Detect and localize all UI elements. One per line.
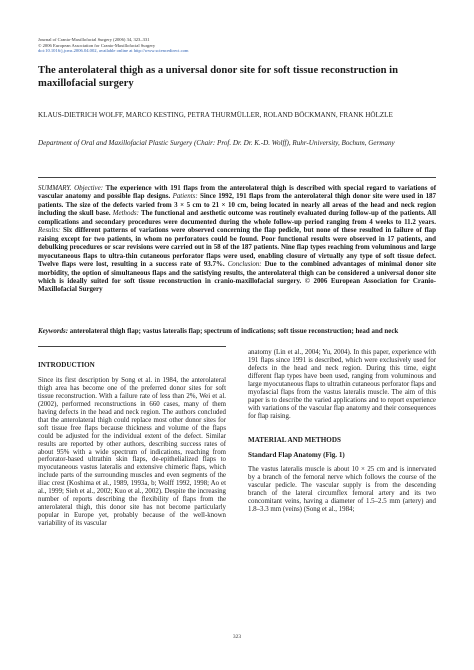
abstract bbox=[38, 184, 436, 294]
doi-link[interactable]: doi:10.1016/j.jcms.2006.04.002, available online at http://www.sciencedirect.com bbox=[38, 48, 189, 54]
page-number: 323 bbox=[232, 634, 242, 640]
abstract-top-rule bbox=[38, 177, 436, 178]
summary-label: SUMMARY. bbox=[38, 184, 72, 192]
article-title: The anterolateral thigh as a universal donor site for soft tissue reconstruction in maxillofacial surgery bbox=[38, 65, 398, 89]
keywords-text: anterolateral thigh flap; vastus lateralis flap; spectrum of indications; soft tissue reconstruction; head and neck bbox=[69, 327, 399, 335]
journal-citation: Journal of Cranio-Maxillofacial Surgery (2006) 34, 323–331 bbox=[38, 37, 150, 42]
affiliation: Department of Oral and Maxillofacial Plastic Surgery (Chair: Prof. Dr. Dr. K.-D. Wolff), Ruhr-University, Bochum, Germany bbox=[38, 139, 395, 147]
abstract-bottom-rule bbox=[38, 346, 226, 347]
left-column bbox=[38, 362, 226, 528]
right-column bbox=[248, 349, 436, 514]
subsection-text: The vastus lateralis muscle is about 10 × 25 cm and is innervated by a branch of the femoral nerve which follows the course of the vascular pedicle. The vascular supply is from the descending branch of the lateral circumflex femoral artery and its two concomitant veins, having a diameter of 1.5–2.5 mm (artery) and 1.8–3.3 mm (veins) (Song et al., 1984; bbox=[248, 466, 436, 514]
author-list: KLAUS-DIETRICH WOLFF, MARCO KESTING, PETRA THURMÜLLER, ROLAND BÖCKMANN, FRANK HÖLZLE bbox=[38, 111, 393, 119]
methods-label: Methods: bbox=[112, 209, 139, 218]
copyright-line: © 2006 European Association for Cranio-Maxillofacial Surgery bbox=[38, 42, 156, 48]
objective-label: Objective: bbox=[74, 184, 104, 192]
keywords-label: Keywords: bbox=[38, 327, 69, 335]
journal-header bbox=[38, 37, 298, 54]
patients-text: Since 1992, 191 flaps from the anterolateral thigh donor site were used in 187 patients. The size of the defects varied from 3 × 5 cm to 21 × 10 cm, being located in nearly all areas of the head and neck region including the skull base. bbox=[38, 192, 436, 218]
conclusion-label: Conclusion: bbox=[227, 260, 262, 269]
methods-heading: MATERIAL AND METHODS bbox=[248, 435, 341, 444]
patients-label: Patients: bbox=[172, 192, 198, 201]
introduction-text: Since its first description by Song et al. in 1984, the anterolateral thigh area has become one of the preferred donor sites for soft tissue reconstruction. With a failure rate of less than 2%, Wei et al. (2002), performed reconstructions in 660 cases, many of them having defects in the head and neck region. The authors concluded that the anterolateral thigh could replace most other donor sites for soft tissue free flaps because thickness and volume of the flaps could be adjusted for the individual extent of the defect. Similar results are reported by other authors, describing success rates of about 95% with a wide spectrum of indications, reaching from perforator-based ultrathin skin flaps, de-epithelialized flaps to myocutaneous vastus lateralis and extensive chimeric flaps, which include parts of the surrounding muscles and even segments of the iliac crest (Koshima et al., 1989, 1993a, b; Wolff 1992, 1998; Ao et al., 1999; Sieh et al., 2002; Kuo et al., 2002). Despite the increasing number of reports describing the flexibility of flaps from the anterolateral thigh, this donor site has not become particularly popular in Europe yet, probably because of the well-known variability of its vascular bbox=[38, 376, 226, 528]
introduction-heading: INTRODUCTION bbox=[38, 361, 95, 369]
keywords bbox=[38, 327, 436, 335]
methods-text: The functional and aesthetic outcome was routinely evaluated during follow-up of the patients. All complications and secondary procedures were documented during the whole follow-up period ranging from 4 weeks to 11.2 years. bbox=[38, 209, 437, 226]
objective-text: The experience with 191 flaps from the anterolateral thigh is described with special regard to variations of vascular anatomy and possible flap designs. bbox=[38, 184, 437, 201]
subsection-heading: Standard Flap Anatomy (Fig. 1) bbox=[248, 450, 345, 459]
conclusion-text: Due to the combined advantages of minimal donor site morbidity, the option of simultaneous flaps and the satisfying results, the anterolateral thigh can be considered a universal donor site which is ideally suited for soft tissue reconstruction in cranio-maxillofacial surgery. bbox=[38, 260, 437, 285]
results-label: Results: bbox=[38, 226, 61, 235]
abstract-copyright: © 2006 European Association for Cranio-Maxillofacial Surgery bbox=[38, 276, 437, 294]
introduction-continued-text: anatomy (Lin et al., 2004; Yu, 2004). In this paper, experience with 191 flaps since 1991 is described, which were exclusively used for defects in the head and neck region. During this time, eight different flap types have been used, ranging from voluminous and large myocutaneous flaps to ultrathin cutaneous perforator flaps and myofascial flaps from the vastus lateralis muscle. The aim of this paper is to describe the varied applications and to report experience with variations of the vascular flap anatomy and their consequences for flap raising. bbox=[248, 349, 436, 420]
results-text: Six different patterns of variations were observed concerning the flap pedicle, but none of these resulted in failure of flap raising except for two patients, in whom no perforators could be found. Poor functional results were observed in 17 patients, and debulking procedures or scar revisions were carried out in 58 of the 187 patients. Nine flap types reaching from voluminous and large myocutaneous flaps to ultra-thin cutaneous perforator flaps were used, enabling closure of virtually any type of soft tissue defect. Twelve flaps were lost, resulting in a success rate of 93.7%. bbox=[38, 226, 437, 269]
